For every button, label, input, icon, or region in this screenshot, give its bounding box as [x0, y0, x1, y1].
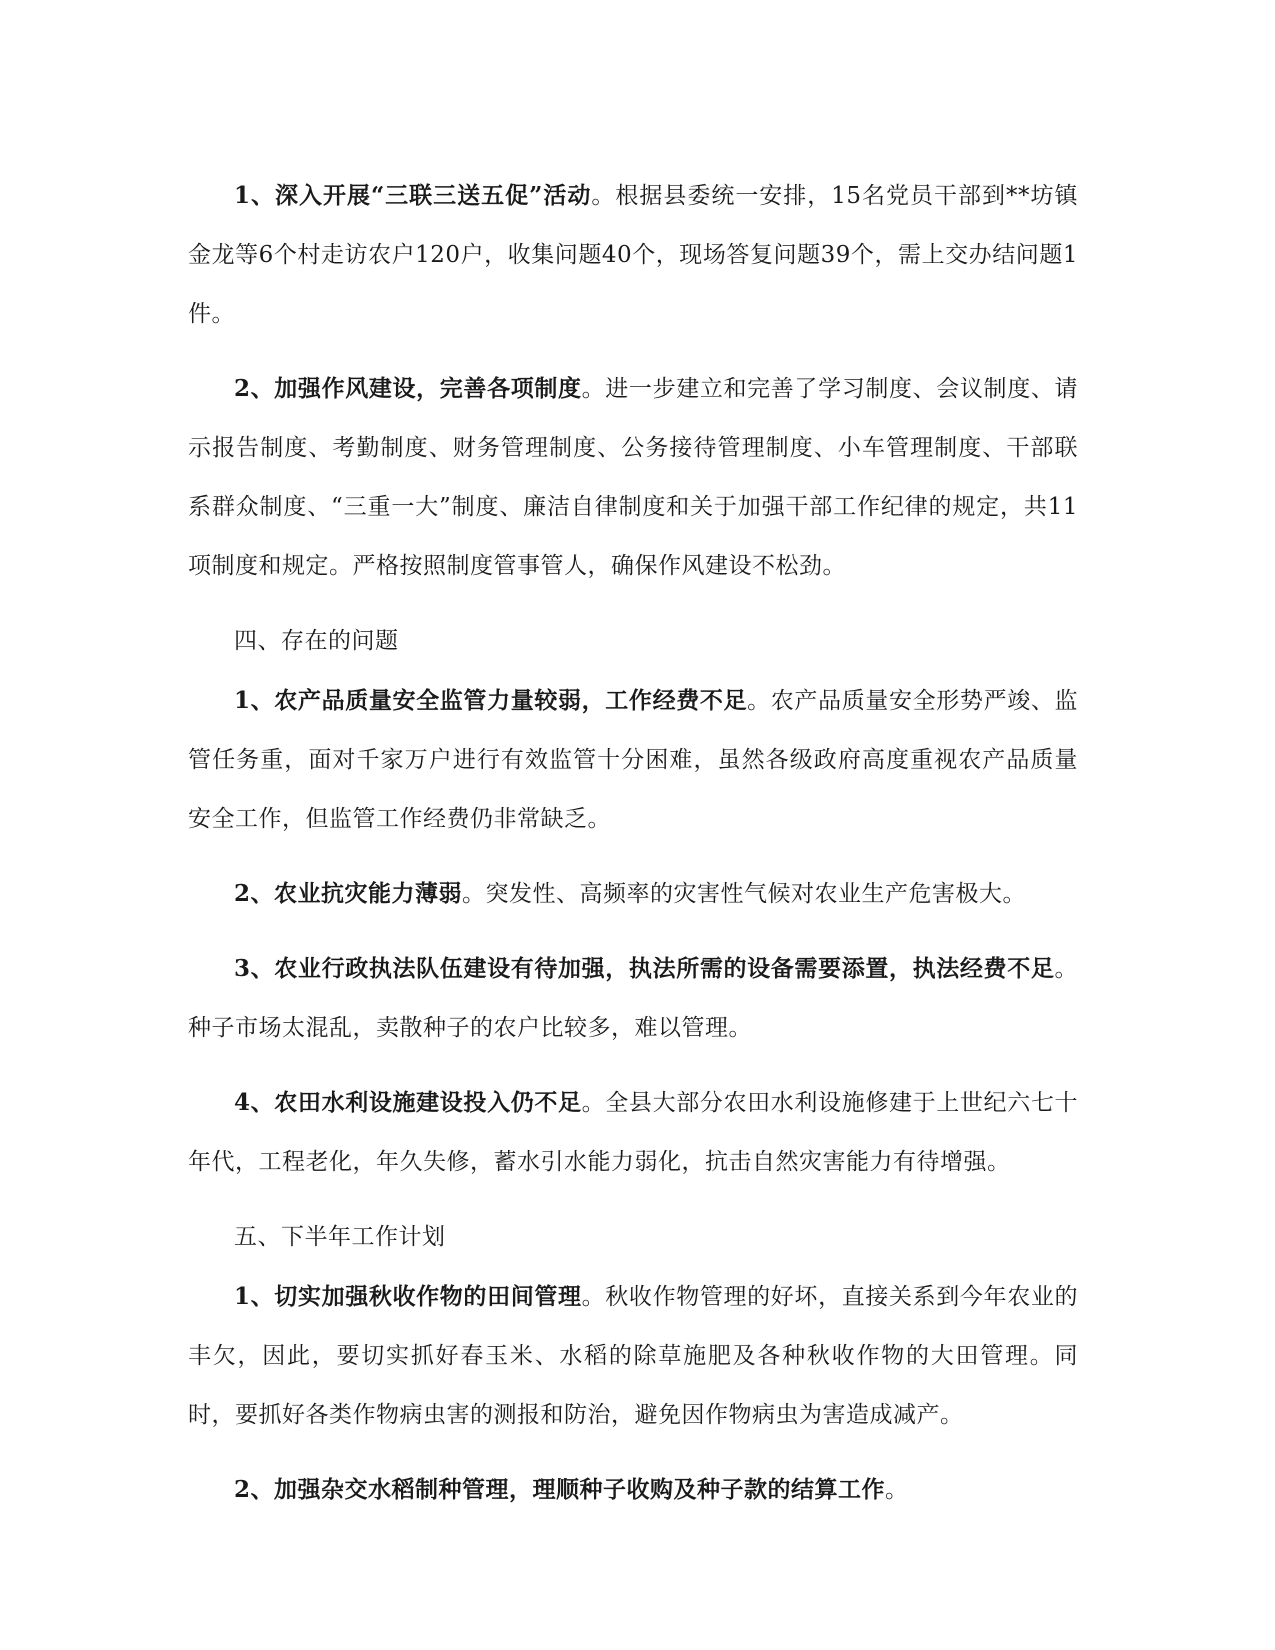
paragraph-lead: 3、农业行政执法队伍建设有待加强，执法所需的设备需要添置，执法经费不足 [234, 955, 1055, 982]
document-body [188, 166, 1078, 1535]
section-heading-text: 四、存在的问题 [234, 628, 399, 654]
paragraph-body: 。进一步建立和完善了学习制度、会议制度、请示报告制度、考勤制度、财务管理制度、公务接待管理制度、小车管理制度、干部联系群众制度、“三重一大”制度、廉洁自律制度和关于加强干部工作纪律的规定，共11项制度和规定。严格按照制度管事管人，确保作风建设不松劲。 [188, 376, 1078, 579]
paragraph-lead: 2、加强杂交水稻制种管理，理顺种子收购及种子款的结算工作 [234, 1476, 886, 1503]
paragraph-lead: 2、农业抗灾能力薄弱 [234, 880, 463, 907]
paragraph-body: 。根据县委统一安排，15名党员干部到**坊镇金龙等6个村走访农户120户，收集问题40个，现场答复问题39个，需上交办结问题1件。 [188, 183, 1078, 327]
paragraph-lead: 1、农产品质量安全监管力量较弱，工作经费不足 [234, 687, 748, 714]
paragraph-lead: 4、农田水利设施建设投入仍不足 [234, 1089, 582, 1116]
paragraph-body: 。种子市场太混乱，卖散种子的农户比较多，难以管理。 [188, 956, 1078, 1041]
paragraph-quality-supervision [188, 671, 1078, 849]
paragraph-field-management [188, 1267, 1078, 1445]
section-heading-problems [188, 611, 1078, 671]
paragraph-body: 。 [885, 1477, 909, 1503]
paragraph-lead: 1、深入开展“三联三送五促”活动 [234, 182, 592, 209]
section-heading-text: 五、下半年工作计划 [234, 1224, 446, 1250]
paragraph-lead: 2、加强作风建设，完善各项制度 [234, 375, 582, 402]
paragraph-body: 。农产品质量安全形势严竣、监管任务重，面对千家万户进行有效监管十分困难，虽然各级政府高度重视农产品质量安全工作，但监管工作经费仍非常缺乏。 [188, 688, 1078, 832]
paragraph-san-lian-activity [188, 166, 1078, 344]
paragraph-lead: 1、切实加强秋收作物的田间管理 [234, 1283, 582, 1310]
paragraph-work-style [188, 359, 1078, 596]
paragraph-disaster-resistance [188, 864, 1078, 924]
paragraph-body: 。秋收作物管理的好坏，直接关系到今年农业的丰欠，因此，要切实抓好春玉米、水稻的除草施肥及各种秋收作物的大田管理。同时，要抓好各类作物病虫害的测报和防治，避免因作物病虫为害造成减产。 [188, 1284, 1078, 1428]
paragraph-irrigation [188, 1073, 1078, 1192]
section-heading-plan [188, 1207, 1078, 1267]
paragraph-body: 。突发性、高频率的灾害性气候对农业生产危害极大。 [462, 881, 1027, 907]
paragraph-hybrid-rice [188, 1460, 1078, 1520]
paragraph-body: 。全县大部分农田水利设施修建于上世纪六七十年代，工程老化，年久失修，蓄水引水能力弱化，抗击自然灾害能力有待增强。 [188, 1090, 1078, 1175]
paragraph-law-enforcement [188, 939, 1078, 1058]
